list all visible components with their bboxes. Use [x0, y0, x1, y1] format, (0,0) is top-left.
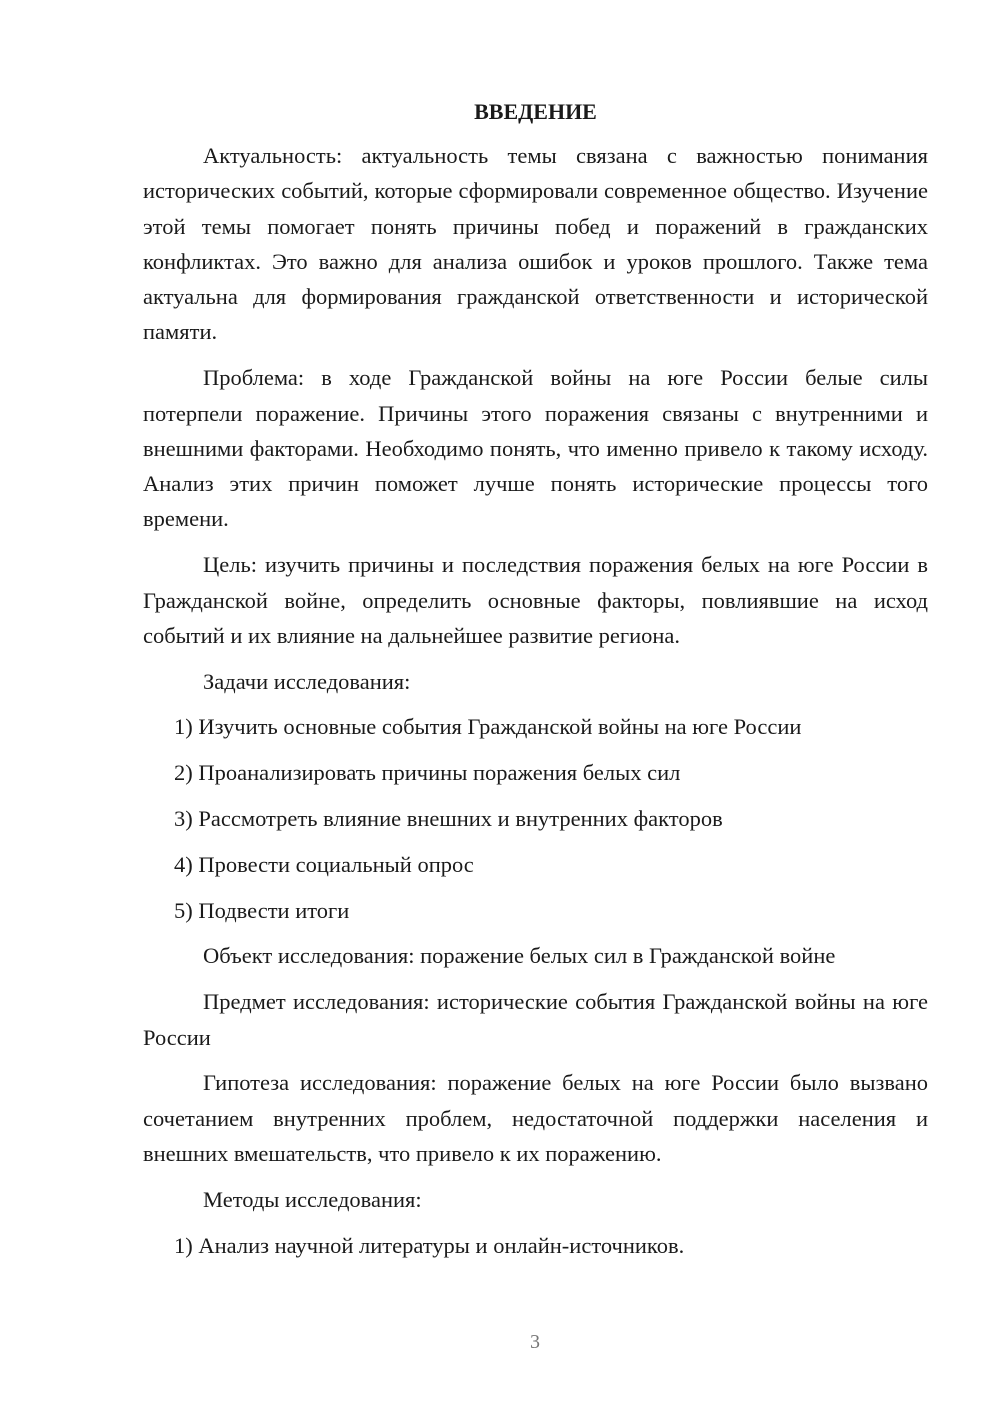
section-title: ВВЕДЕНИЕ — [474, 99, 597, 124]
relevance-paragraph: Актуальность: актуальность темы связана с важностью понимания исторических событий, которые сформировали современное общество. Изучение этой темы помогает понять причины побед и поражений в гражданских конфликтах. Это важно для анализа ошибок и уроков прошлого. Также тема актуальна для формирования гражданской ответственности и исторической памяти. — [143, 143, 928, 345]
method-item: 1) Анализ научной литературы и онлайн-источников. — [174, 1232, 685, 1258]
problem-paragraph: Проблема: в ходе Гражданской войны на юге России белые силы потерпели поражение. Причины этого поражения связаны с внутренними и внешними факторами. Необходимо понять, что именно привело к такому исходу. Анализ этих причин поможет лучше понять исторические процессы того времени. — [143, 365, 928, 532]
task-item: 2) Проанализировать причины поражения белых сил — [174, 760, 681, 786]
methods-heading: Методы исследования: — [203, 1186, 422, 1212]
hypothesis-paragraph: Гипотеза исследования: поражение белых на юге России было вызвано сочетанием внутренних проблем, недостаточной поддержки населения и внешних вмешательств, что привело к их поражению. — [143, 1070, 928, 1166]
page-number: 3 — [530, 1331, 540, 1353]
page-content — [143, 96, 928, 1273]
tasks-heading: Задачи исследования: — [203, 668, 411, 694]
task-item: 1) Изучить основные события Гражданской войны на юге России — [174, 714, 802, 740]
object-line: Объект исследования: поражение белых сил в Гражданской войне — [203, 943, 836, 969]
subject-paragraph: Предмет исследования: исторические события Гражданской войны на юге России — [143, 989, 928, 1050]
task-item: 3) Рассмотреть влияние внешних и внутренних факторов — [174, 806, 723, 832]
goal-paragraph: Цель: изучить причины и последствия поражения белых на юге России в Гражданской войне, определить основные факторы, повлиявшие на исход событий и их влияние на дальнейшее развитие региона. — [143, 552, 928, 648]
task-item: 4) Провести социальный опрос — [174, 851, 474, 877]
task-item: 5) Подвести итоги — [174, 897, 350, 923]
